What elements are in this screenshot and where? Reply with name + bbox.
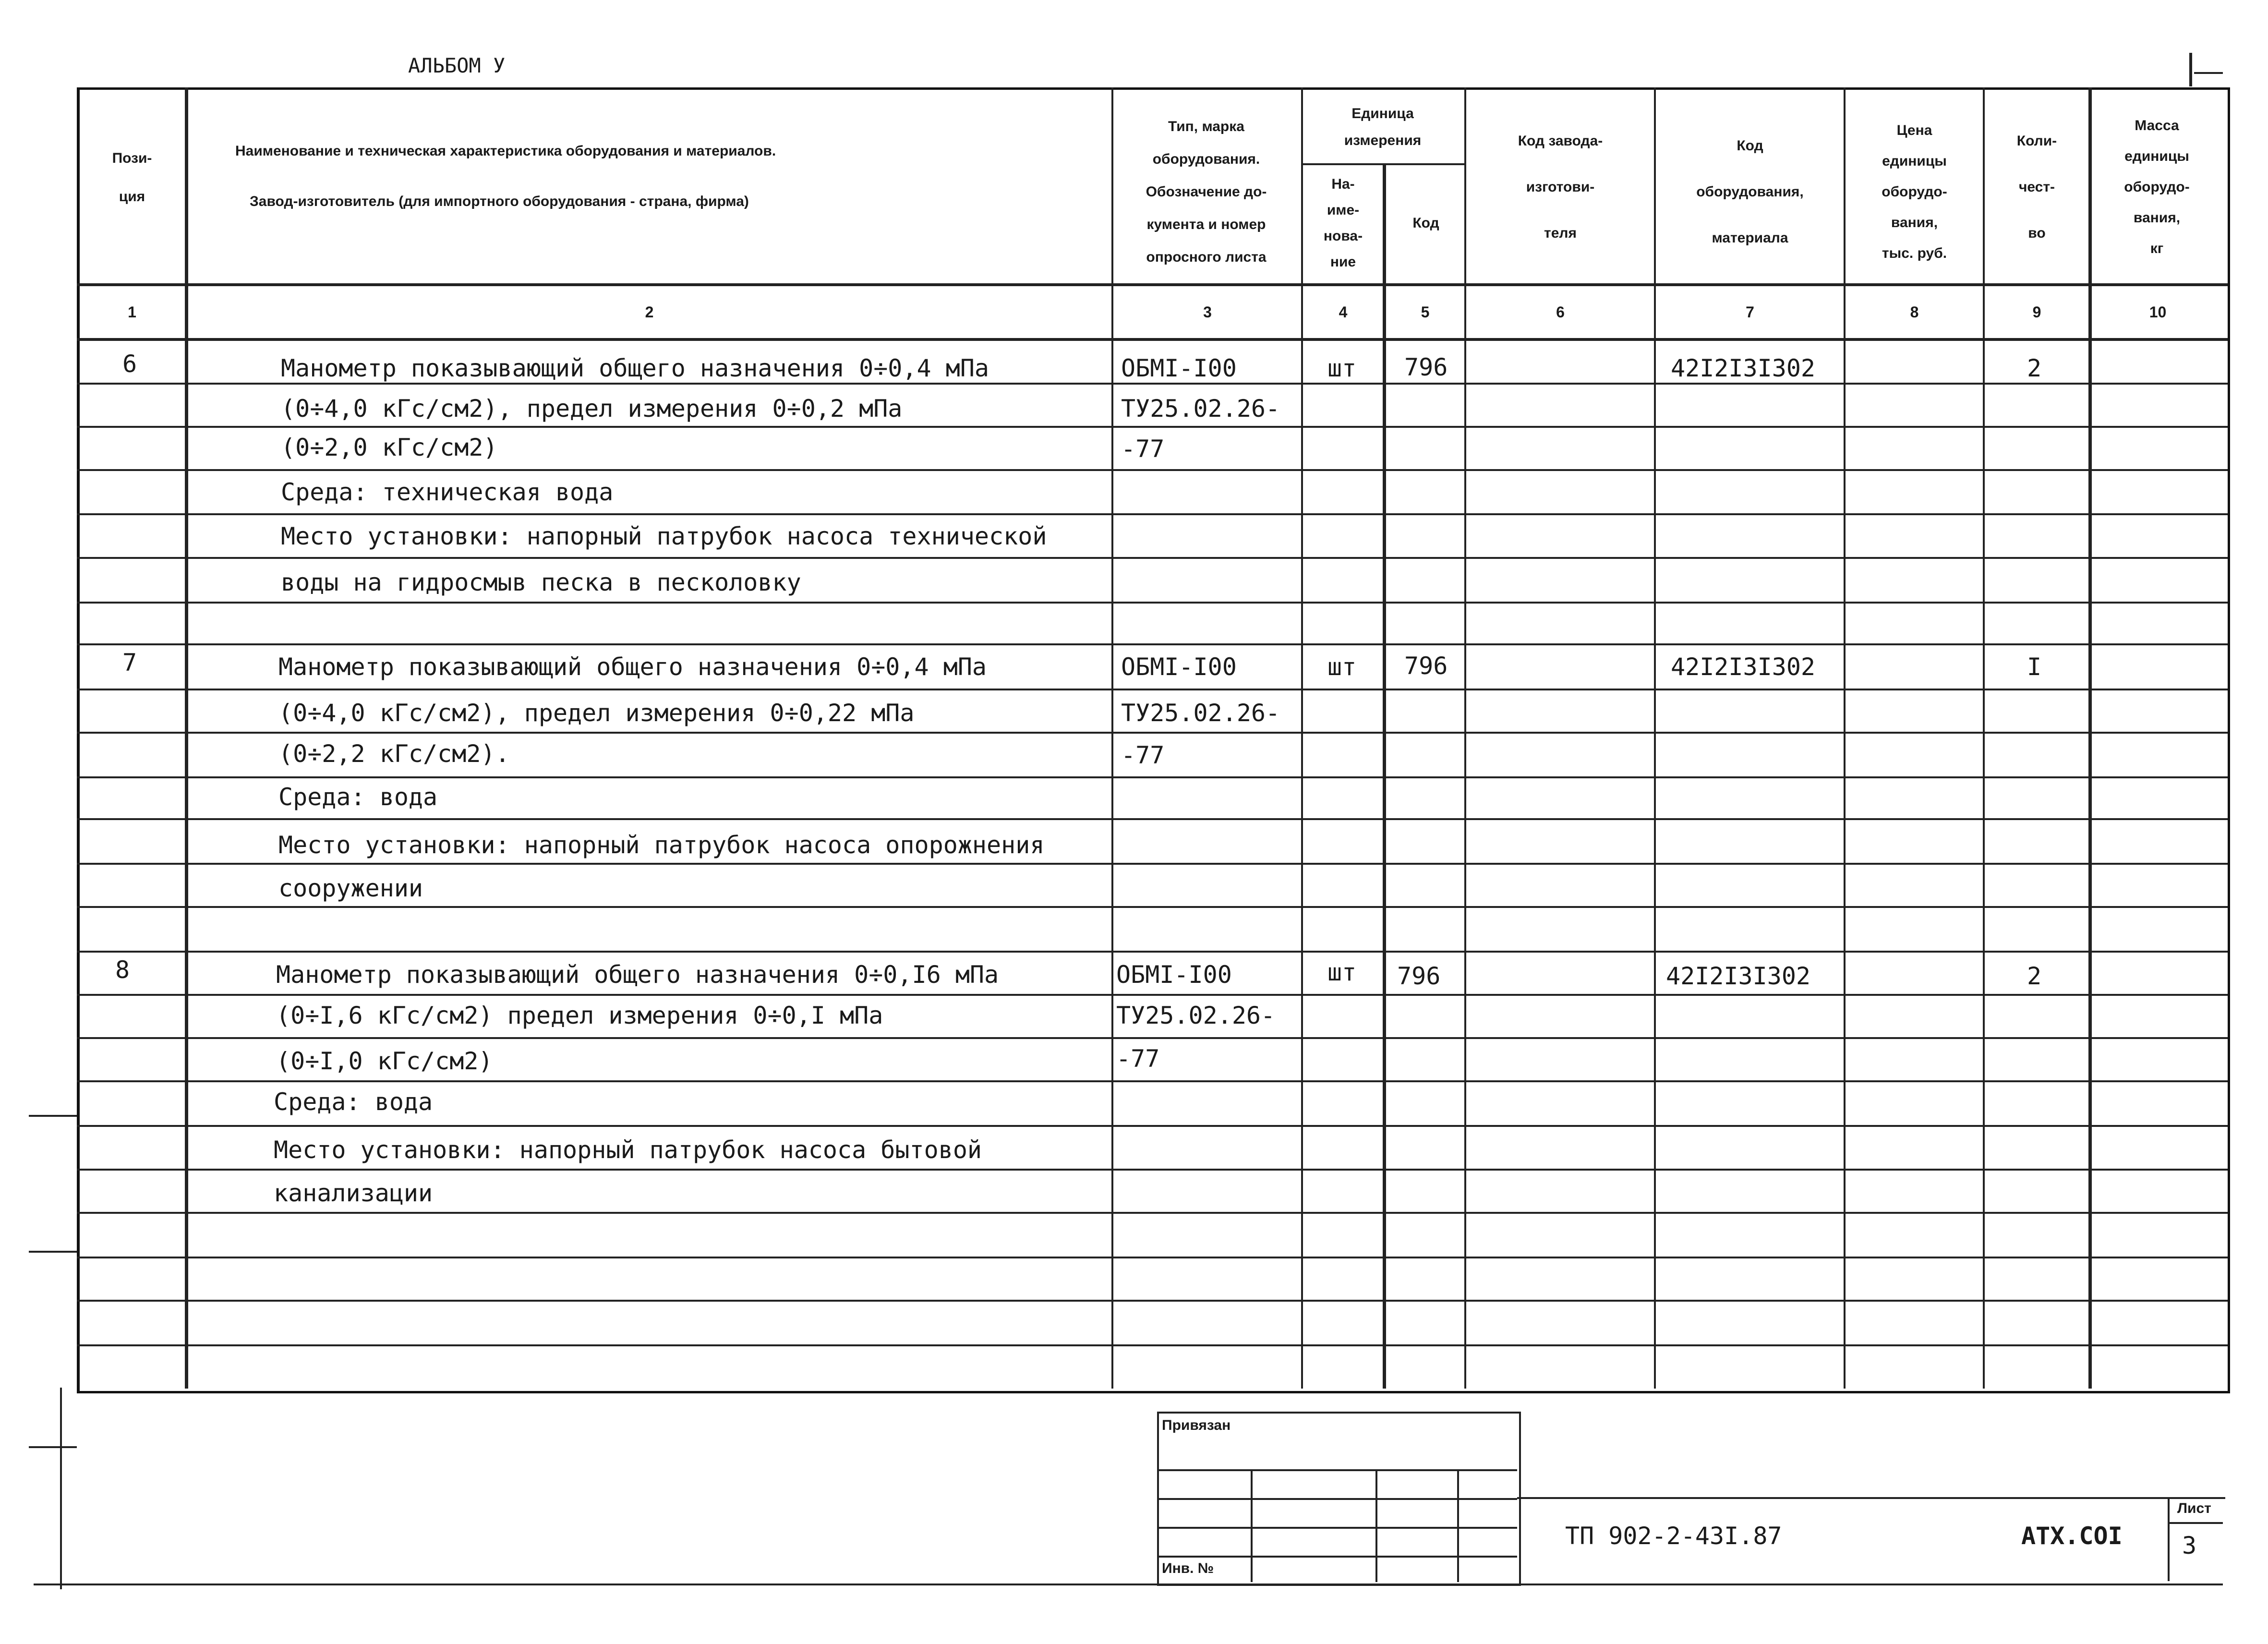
item-type: ТУ25.02.26- [1121,395,1280,423]
row-line [77,602,2228,604]
document-code: ТП 902-2-43I.87 [1565,1522,1782,1550]
row-line [77,557,2228,559]
header-equip-code: Код оборудования, материала [1696,138,1804,246]
col-divider-7 [1844,87,1846,1389]
col-number-7: 7 [1746,303,1754,321]
row-line [77,643,2228,645]
item-position: 8 [115,956,130,984]
col-divider-9 [2088,87,2092,1389]
col-number-5: 5 [1421,303,1430,321]
item-line: (0÷4,0 кГс/см2), предел измерения 0÷0,2 мПа [281,395,903,423]
sheet-code: АТХ.СОI [2021,1522,2123,1550]
item-type: ОБМI-I00 [1121,354,1237,382]
item-line: Среда: вода [278,783,438,811]
item-line: Среда: вода [274,1088,433,1116]
item-line: Место установки: напорный патрубок насоса опорожнения [278,831,1045,859]
row-line [77,689,2228,690]
header-mass: Масса единицы оборудо- вания, кг [2124,118,2190,256]
item-type: -77 [1121,741,1165,769]
row-line [77,383,2228,385]
colnum-divider [77,338,2228,341]
margin-tick [29,1251,77,1253]
item-equip-code: 42I2I3I302 [1671,653,1816,681]
col-number-4: 4 [1339,303,1348,321]
col-divider-8 [1983,87,1985,1389]
stamp-row-line [1157,1527,1517,1529]
item-type: ОБМI-I00 [1121,653,1237,681]
row-line [77,1125,2228,1127]
row-line [77,1037,2228,1039]
row-line [77,818,2228,820]
margin-tick [29,1115,77,1117]
col-number-10: 10 [2149,303,2167,321]
item-line: (0÷4,0 кГс/см2), предел измерения 0÷0,22 мПа [278,699,915,727]
col-number-1: 1 [128,303,136,321]
stamp-row-line [1157,1498,1517,1500]
header-unit-code: Код [1412,215,1439,231]
row-line [77,776,2228,778]
row-line [77,951,2228,953]
item-line: Среда: техническая вода [281,478,614,506]
sheet-box-divider [2168,1522,2223,1524]
col-number-9: 9 [2032,303,2041,321]
stamp-row-line [1157,1556,1517,1558]
item-line: Манометр показывающий общего назначения 0÷0,I6 мПа [276,961,999,989]
row-line [77,1169,2228,1171]
item-line: (0÷2,2 кГс/см2). [278,740,510,768]
row-line [77,1080,2228,1082]
col-divider-2 [1111,87,1113,1389]
item-qty: 2 [2027,354,2042,382]
item-qty: 2 [2027,962,2042,990]
stamp-col-line [1251,1469,1253,1582]
item-qty: I [2027,653,2042,681]
item-position: 7 [122,649,137,677]
item-position: 6 [122,350,137,378]
item-line: сооружении [278,874,423,902]
item-unit: шт [1327,354,1357,382]
header-name-line1: Наименование и техническая характеристика оборудования и материалов. [235,143,776,159]
left-border-line [60,1388,62,1589]
col-number-6: 6 [1556,303,1565,321]
row-line [77,906,2228,908]
item-unit-code: 796 [1404,652,1448,680]
header-name-line2: Завод-изготовитель (для импортного оборудования - страна, фирма) [250,193,749,209]
col-divider-4 [1383,163,1386,1389]
corner-mark [2194,72,2223,74]
item-line: (0÷2,0 кГс/см2) [281,434,498,461]
col-divider-5 [1464,87,1466,1389]
row-line [77,1300,2228,1302]
col-number-8: 8 [1910,303,1919,321]
item-unit-code: 796 [1404,353,1448,381]
row-line [77,1212,2228,1214]
item-equip-code: 42I2I3I302 [1671,354,1816,382]
corner-mark [2189,53,2192,86]
item-line: Манометр показывающий общего назначения 0÷0,4 мПа [278,653,987,681]
item-line: канализации [274,1179,433,1207]
header-unit-name: На- име- нова- ние [1323,176,1363,270]
header-plant-code: Код завода- изготови- теля [1518,133,1603,241]
row-line [77,1257,2228,1258]
row-line [77,426,2228,428]
header-price: Цена единицы оборудо- вания, тыс. руб. [1882,122,1947,261]
header-unit-group: Единица измерения [1344,106,1422,148]
col-number-3: 3 [1203,303,1212,321]
titleblock-top-line [1517,1497,2225,1499]
item-type: ОБМI-I00 [1116,961,1232,989]
col-divider-1 [185,87,188,1389]
stamp-inv-label: Инв. № [1162,1560,1214,1576]
item-line: Место установки: напорный патрубок насоса бытовой [274,1136,982,1164]
item-line: (0÷I,6 кГс/см2) предел измерения 0÷0,I мПа [276,1002,883,1029]
sheet-number: 3 [2182,1532,2197,1559]
row-line [77,863,2228,865]
item-equip-code: 42I2I3I302 [1666,962,1811,990]
row-line [77,513,2228,515]
album-title: АЛЬБОМ У [408,54,506,77]
header-position: Пози- ция [112,150,152,205]
item-unit: шт [1327,958,1357,986]
item-line: Место установки: напорный патрубок насоса технической [281,522,1047,550]
margin-tick [29,1446,77,1448]
item-line: (0÷I,0 кГс/см2) [276,1047,493,1075]
header-type: Тип, марка оборудования. Обозначение до- кумента и номер опросного листа [1146,119,1267,265]
item-type: -77 [1121,435,1165,463]
stamp-linked-label: Привязан [1162,1417,1231,1433]
item-type: -77 [1116,1045,1160,1073]
row-line [77,732,2228,734]
item-unit: шт [1327,653,1357,681]
header-qty: Коли- чест- во [2016,133,2057,241]
stamp-col-line [1375,1469,1377,1582]
item-type: ТУ25.02.26- [1121,699,1280,727]
unit-group-divider [1301,163,1464,165]
item-unit-code: 796 [1397,962,1441,990]
item-line: Манометр показывающий общего назначения 0÷0,4 мПа [281,354,989,382]
col-divider-3 [1301,87,1303,1389]
stamp-row-line [1157,1469,1517,1471]
row-line [77,469,2228,471]
item-type: ТУ25.02.26- [1116,1002,1276,1029]
sheet-label: Лист [2177,1500,2211,1516]
row-line [77,1344,2228,1346]
col-divider-6 [1654,87,1656,1389]
stamp-col-line [1457,1469,1459,1582]
bottom-border-line [34,1584,2223,1585]
col-number-2: 2 [645,303,654,321]
item-line: воды на гидросмыв песка в песколовку [281,568,801,596]
row-line [77,994,2228,996]
